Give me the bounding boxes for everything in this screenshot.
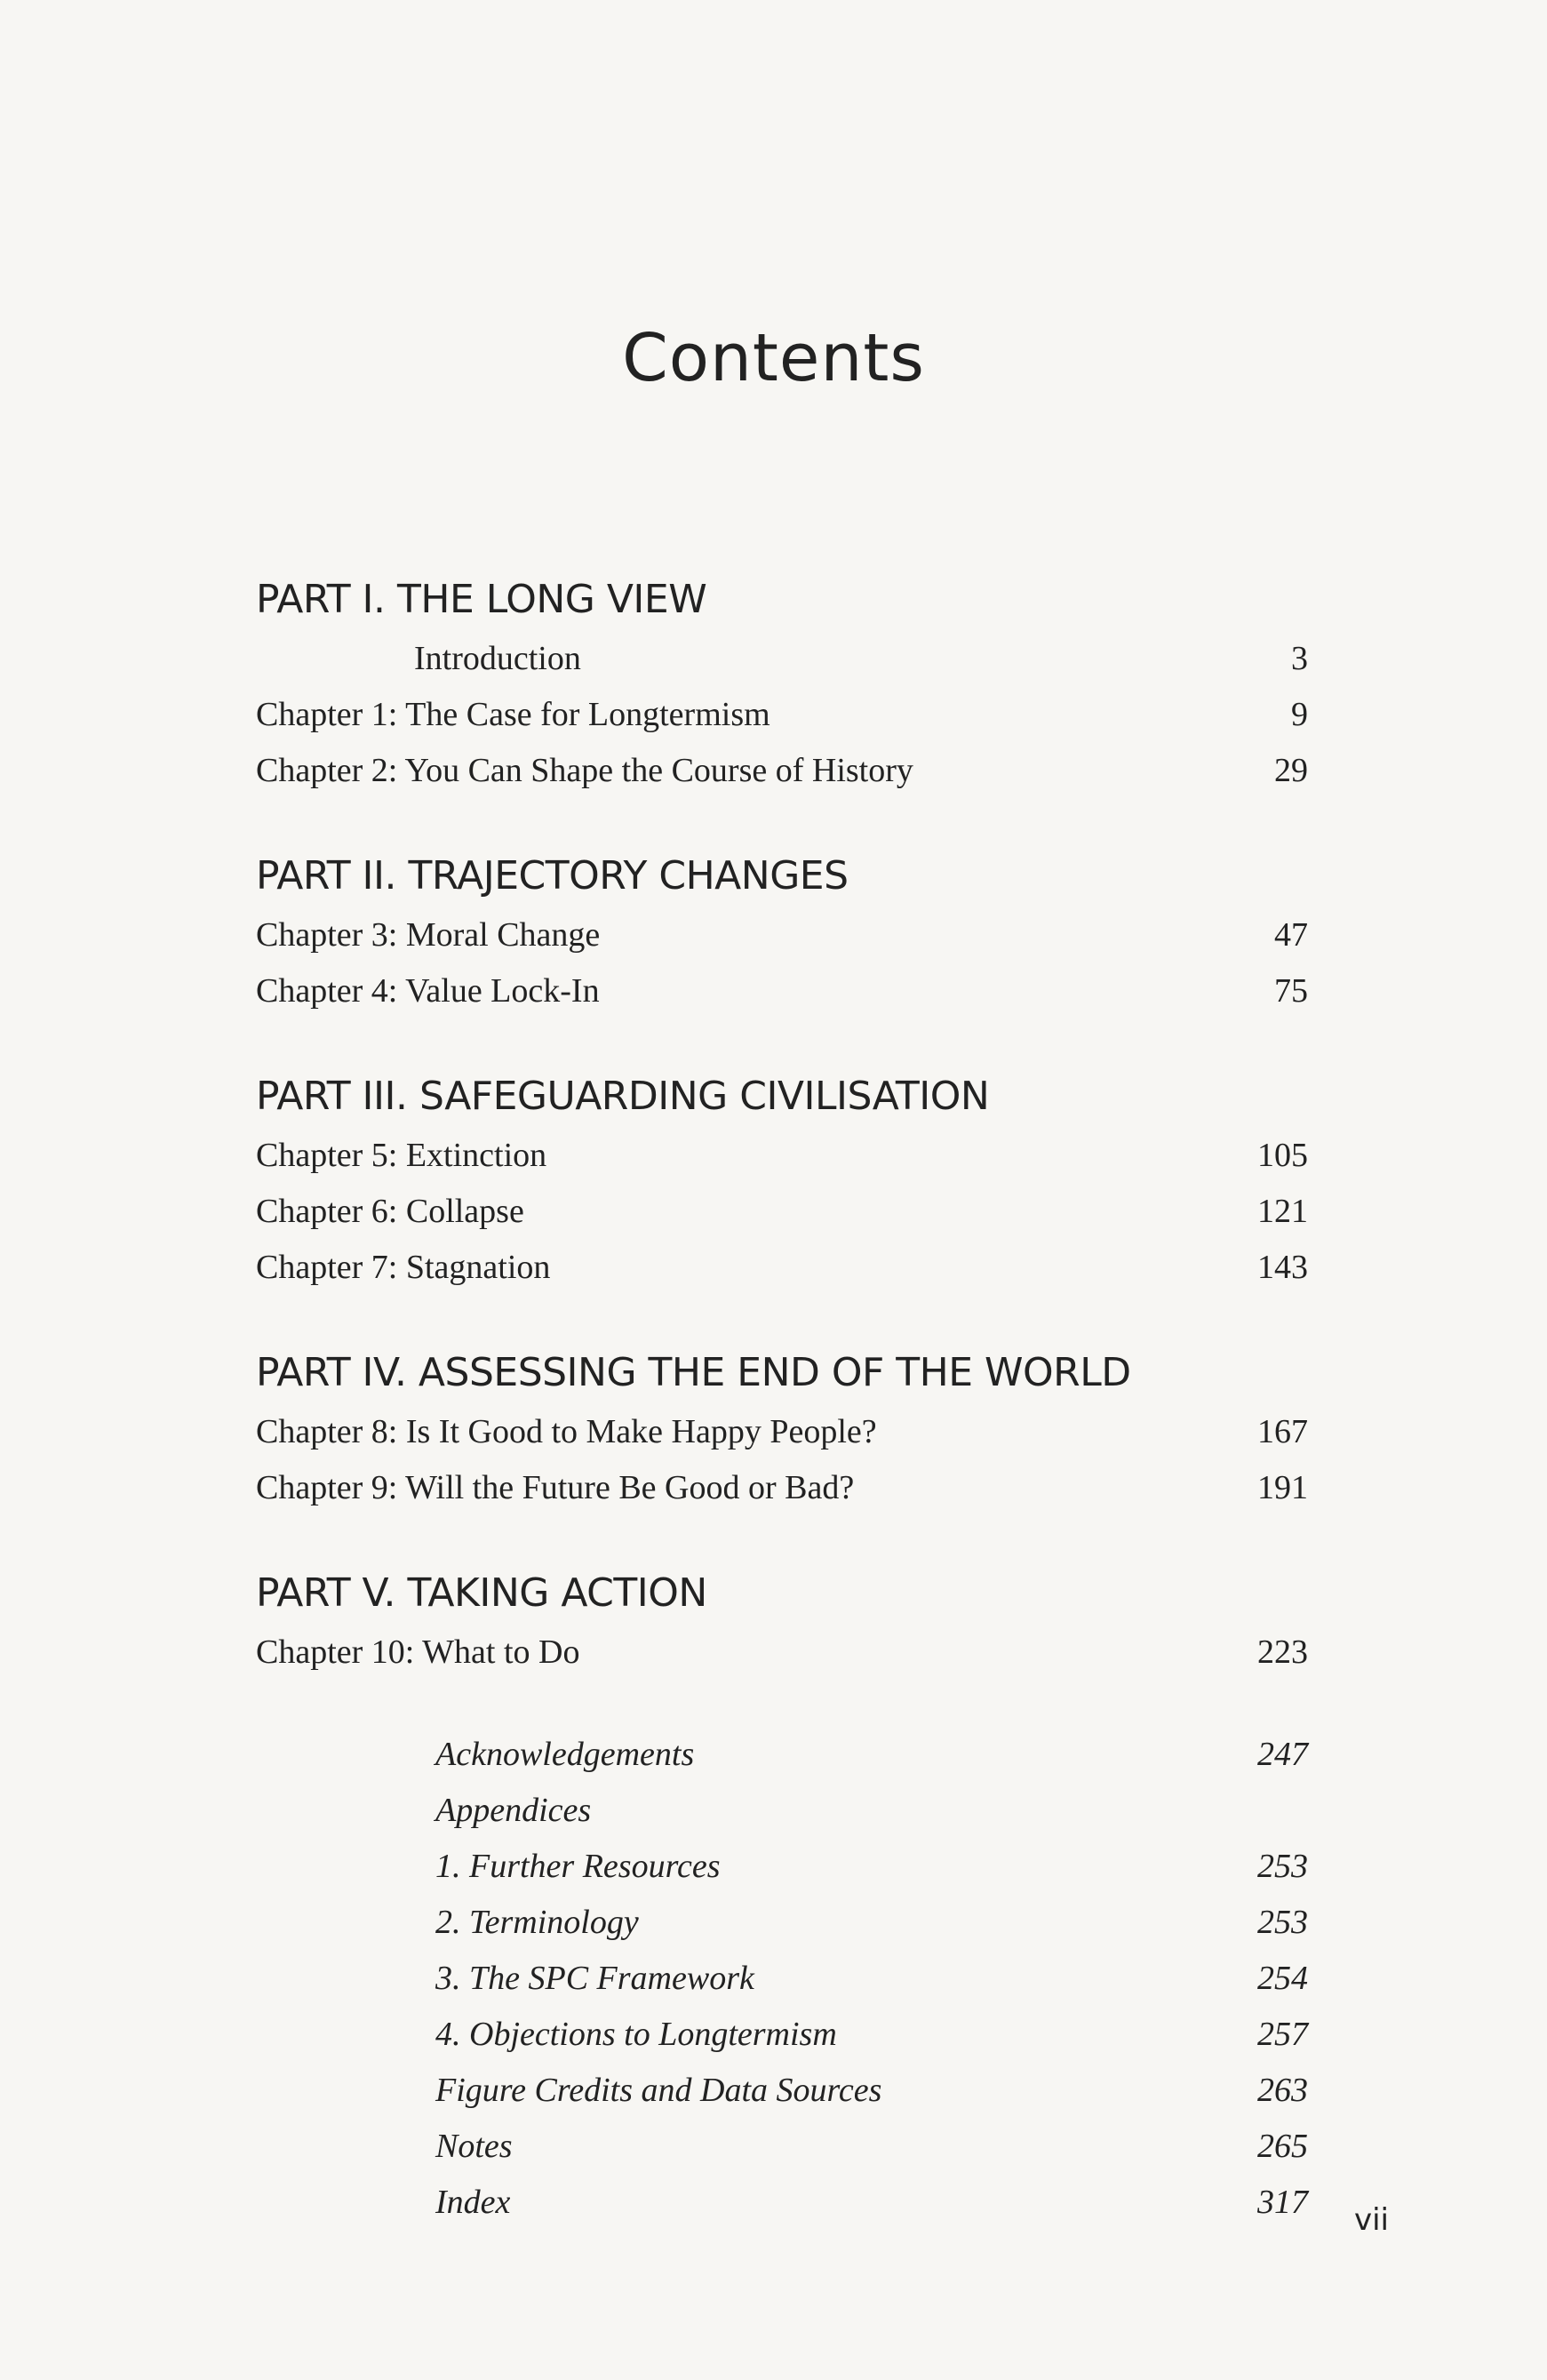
back-matter-entry	[435, 1783, 1308, 1839]
part-1	[256, 569, 1308, 799]
toc-entry-label: Chapter 9: Will the Future Be Good or Bad?	[256, 1469, 855, 1506]
back-matter-entry	[435, 1951, 1308, 2007]
toc-entry	[256, 1460, 1308, 1516]
toc-entry-page: 143	[1257, 1249, 1308, 1286]
toc-entry	[256, 1625, 1308, 1681]
toc-entry-label: 4. Objections to Longtermism	[435, 2016, 837, 2053]
part-3	[256, 1066, 1308, 1296]
toc-entry-label: Chapter 8: Is It Good to Make Happy People?	[256, 1413, 877, 1450]
toc-entry-page: 121	[1257, 1193, 1308, 1230]
toc-entry-label: Chapter 10: What to Do	[256, 1633, 580, 1671]
toc-entry-page: 254	[1257, 1960, 1308, 1997]
part-5	[256, 1562, 1308, 1681]
toc-entry-page: 3	[1291, 640, 1308, 677]
page-title: Contents	[622, 320, 925, 396]
toc-entry-page: 263	[1257, 2072, 1308, 2109]
toc-entry	[256, 743, 1308, 799]
toc-entry-label: 3. The SPC Framework	[435, 1960, 754, 1997]
part-heading: PART V. TAKING ACTION	[256, 1570, 707, 1616]
toc-entry-label: Introduction	[414, 640, 581, 677]
part-heading: PART IV. ASSESSING THE END OF THE WORLD	[256, 1350, 1131, 1395]
toc-entry-page: 265	[1257, 2128, 1308, 2165]
back-matter	[256, 1727, 1308, 2231]
back-matter-entry	[435, 2063, 1308, 2119]
back-matter-entry	[435, 2119, 1308, 2175]
toc-entry	[256, 631, 1308, 687]
toc-entry	[256, 1240, 1308, 1296]
toc-entry-page: 105	[1257, 1137, 1308, 1174]
toc-entry-page: 75	[1274, 972, 1308, 1010]
toc-entry	[256, 1128, 1308, 1184]
part-2	[256, 845, 1308, 1019]
back-matter-entry	[435, 2175, 1308, 2231]
part-heading: PART II. TRAJECTORY CHANGES	[256, 853, 849, 898]
toc-entry-label: Chapter 5: Extinction	[256, 1137, 547, 1174]
toc-entry	[256, 963, 1308, 1019]
toc-entry	[256, 907, 1308, 963]
back-matter-entry	[435, 2007, 1308, 2063]
toc-entry-page: 191	[1257, 1469, 1308, 1506]
toc-entry-label: Chapter 2: You Can Shape the Course of History	[256, 752, 913, 789]
toc-entry-label: Chapter 1: The Case for Longtermism	[256, 696, 770, 733]
toc-entry	[256, 687, 1308, 743]
toc-entry	[256, 1404, 1308, 1460]
toc-entry-page: 253	[1257, 1848, 1308, 1885]
back-matter-entry	[435, 1895, 1308, 1951]
toc-entry-label: Chapter 7: Stagnation	[256, 1249, 551, 1286]
toc-entry-page: 167	[1257, 1413, 1308, 1450]
part-4	[256, 1342, 1308, 1516]
part-heading: PART III. SAFEGUARDING CIVILISATION	[256, 1074, 990, 1119]
toc-entry-page: 317	[1257, 2184, 1308, 2221]
toc-entry-label: Index	[435, 2184, 511, 2221]
toc-entry-label: Chapter 4: Value Lock-In	[256, 972, 600, 1010]
toc-entry-label: Appendices	[435, 1792, 592, 1829]
toc-entry-page: 9	[1291, 696, 1308, 733]
back-matter-entry	[435, 1727, 1308, 1783]
toc-entry-page: 253	[1257, 1904, 1308, 1941]
page-number: vii	[1353, 2202, 1389, 2238]
toc-entry-page: 29	[1274, 752, 1308, 789]
toc-entry-label: Figure Credits and Data Sources	[435, 2072, 882, 2109]
toc-entry-page: 257	[1257, 2016, 1308, 2053]
table-of-contents	[256, 569, 1308, 2231]
toc-entry-label: Notes	[435, 2128, 513, 2165]
toc-entry-page: 47	[1274, 916, 1308, 954]
toc-entry-label: Chapter 3: Moral Change	[256, 916, 601, 954]
part-heading: PART I. THE LONG VIEW	[256, 577, 707, 622]
toc-entry-label: 2. Terminology	[435, 1904, 639, 1941]
toc-entry-page: 223	[1257, 1633, 1308, 1671]
toc-entry-label: Chapter 6: Collapse	[256, 1193, 524, 1230]
toc-entry	[256, 1184, 1308, 1240]
back-matter-entry	[435, 1839, 1308, 1895]
toc-entry-label: Acknowledgements	[435, 1736, 695, 1773]
toc-entry-page: 247	[1257, 1736, 1308, 1773]
toc-entry-label: 1. Further Resources	[435, 1848, 721, 1885]
